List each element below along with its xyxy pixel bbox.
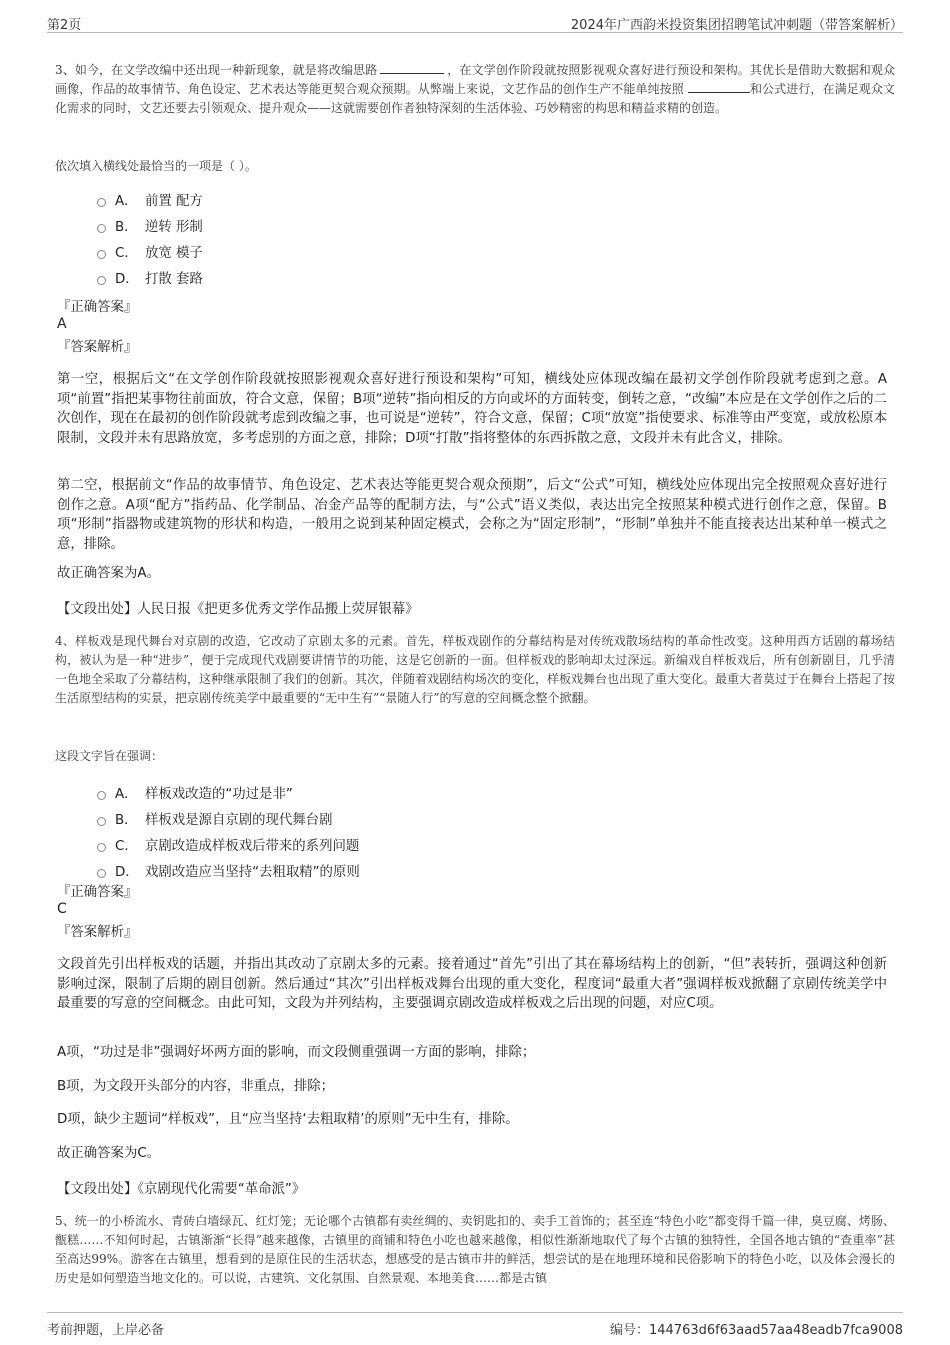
option-3c[interactable] (97, 242, 203, 261)
fill-blank-2 (688, 81, 750, 93)
analysis-paragraph: B项，为文段开头部分的内容，非重点，排除； (57, 1079, 334, 1094)
question-4-text: 4、样板戏是现代舞台对京剧的改造，它改动了京剧太多的元素。首先，样板戏剧作的分幕结构是对传统戏散场结构的革命性改变。这种用西方话剧的幕场结构，被认为是一种“进步”，便于完成现代戏剧要讲情节的功能，这是它创新的一面。但样板戏的影响却太过深远。新编戏自样板戏后，所有创新剧目，几乎清一色地全采取了分幕结构，这种继承限制了我们的创新。其次，伴随着戏剧结构场次的变化，样板戏舞台也出现了重大变化。最重大者莫过于在舞台上搭起了按生活原型结构的实景，把京剧传统美学中最重要的“无中生有”“景随人行”的写意的空间概念整个掀翻。 (55, 634, 896, 705)
analysis-label: 『答案解析』 (57, 340, 138, 355)
conclusion: 故正确答案为A。 (57, 566, 160, 581)
question-3-part-a: 3、如今，在文学改编中还出现一种新现象，就是将改编思路 (55, 63, 378, 77)
page-number: 第2页 (47, 18, 82, 33)
option-4a[interactable] (97, 783, 293, 802)
conclusion: 故正确答案为C。 (57, 1146, 161, 1161)
source-citation: 【文段出处】人民日报《把更多优秀文学作品搬上荧屏银幕》 (57, 602, 419, 617)
document-code (610, 1319, 903, 1338)
fill-blank-1 (380, 62, 444, 74)
analysis-paragraph: A项，“功过是非”强调好坏两方面的影响，而文段侧重强调一方面的影响，排除； (57, 1045, 536, 1060)
radio-icon[interactable] (97, 791, 106, 800)
answer-value: A (57, 316, 67, 332)
option-letter: B． (115, 220, 138, 235)
answer-label: 『正确答案』 (57, 300, 138, 315)
option-4b[interactable] (97, 809, 332, 828)
question-3-part-b: ，在文学创作阶段就按照影视观众喜好进行预设和架构。其优长是借助大数据和观众画像，作品的故事情节、角色设定、艺术表达等能更契合观众预期。从弊端上来说，文艺作品的创作生产不能单纯按照 (55, 63, 895, 96)
question-5-text: 5、统一的小桥流水、青砖白墙绿瓦、红灯笼；无论哪个古镇都有卖丝绸的、卖钥匙扣的、卖手工首饰的；甚至连“特色小吃”都变得千篇一律，臭豆腐、烤肠、甑糕……不知何时起，古镇渐渐“长得”越来越像，古镇里的商铺和特色小吃也越来越像，相似性渐渐地取代了每个古镇的独特性，全国各地古镇的“查重率”甚至高达99%。游客在古镇里，想看到的是原住民的生活状态，想感受的是古镇市井的鲜活，想尝试的是在地理环境和民俗影响下的特色小吃，以及体会漫长的历史是如何塑造当地文化的。可以说，古建筑、文化氛围、自然景观、本地美食……都是古镇 (55, 1214, 895, 1285)
analysis-paragraph: 第一空，根据后文“在文学创作阶段就按照影视观众喜好进行预设和架构”可知，横线处应体现改编在最初文学创作阶段就考虑到之意。A项“前置”指把某事物往前面放，符合文意，保留；B项“逆转”指向相反的方向或坏的方面转变，倒转之意，“改编”本应是在文学创作之后的二次创作，现在在最初的创作阶段就考虑到改编之事，也可说是“逆转”，符合文意，保留；C项“放宽”指使要求、标准等由严变宽，或放松原本限制，文段并未有思路放宽，多考虑别的方面之意，排除；D项“打散”指将整体的东西拆散之意，文段并未有此含义，排除。 (57, 372, 887, 446)
option-text: 前置 配方 (145, 194, 203, 209)
radio-icon[interactable] (97, 224, 106, 233)
option-letter: A． (115, 787, 138, 802)
analysis-paragraph: 第二空，根据前文“作品的故事情节、角色设定、艺术表达等能更契合观众预期”，后文“公式”可知，横线处应体现出完全按照观众喜好进行创作之意。A项“配方”指药品、化学制品、冶金产品等的配制方法，与“公式”语义类似，表达出完全按照某种模式进行创作之意，保留。B项“形制”指器物或建筑物的形状和构造，一般用之说到某种固定模式，会称之为“固定形制”，“形制”单独并不能直接表达出某种单一模式之意，排除。 (57, 478, 887, 552)
option-letter: D． (115, 865, 139, 880)
analysis-paragraph: 文段首先引出样板戏的话题，并指出其改动了京剧太多的元素。接着通过“首先”引出了其在幕场结构上的创新，“但”表转折，强调这种创新影响过深，限制了后期的剧目创新。然后通过“其次”引出样板戏舞台出现的重大变化，程度词“最重大者”强调样板戏掀翻了京剧传统美学中最重要的写意的空间概念。由此可知，文段为并列结构，主要强调京剧改造成样板戏之后出现的问题，对应C项。 (57, 957, 887, 1011)
option-text: 打散 套路 (145, 272, 203, 287)
radio-icon[interactable] (97, 843, 106, 852)
radio-icon[interactable] (97, 276, 106, 285)
option-letter: D． (115, 272, 139, 287)
option-letter: A． (115, 194, 138, 209)
question-3-prompt: 依次填入横线处最恰当的一项是（ ）。 (55, 159, 257, 173)
radio-icon[interactable] (97, 817, 106, 826)
answer-value: C (57, 901, 67, 917)
question-3-text (55, 61, 895, 118)
document-title: 2024年广西韵米投资集团招聘笔试冲刺题（带答案解析） (570, 18, 903, 33)
option-4c[interactable] (97, 835, 359, 854)
option-letter: C． (115, 246, 138, 261)
option-text: 样板戏是源自京剧的现代舞台剧 (145, 813, 333, 828)
option-text: 京剧改造成样板戏后带来的系列问题 (145, 839, 360, 854)
option-3b[interactable] (97, 216, 203, 235)
source-citation: 【文段出处】《京剧现代化需要“革命派”》 (57, 1182, 306, 1197)
option-4d[interactable] (97, 861, 360, 880)
page-footer (47, 1312, 903, 1337)
option-3d[interactable] (97, 268, 203, 287)
option-text: 戏剧改造应当坚持“去粗取精”的原则 (145, 865, 360, 880)
analysis-paragraph: D项，缺少主题词“样板戏”，且“应当坚持‘去粗取精’的原则”无中生有，排除。 (57, 1112, 519, 1127)
radio-icon[interactable] (97, 250, 106, 259)
question-4-prompt: 这段文字旨在强调： (55, 749, 164, 763)
option-text: 放宽 模子 (145, 246, 203, 261)
code-label: 编号： (610, 1323, 650, 1338)
option-text: 样板戏改造的“功过是非” (145, 787, 293, 802)
option-letter: C． (115, 839, 138, 854)
option-3a[interactable] (97, 190, 203, 209)
answer-label: 『正确答案』 (57, 885, 138, 900)
radio-icon[interactable] (97, 198, 106, 207)
analysis-label: 『答案解析』 (57, 925, 138, 940)
option-text: 逆转 形制 (145, 220, 203, 235)
page-header (47, 12, 903, 33)
code-value: 144763d6f63aad57aa48eadb7fca9008 (649, 1323, 903, 1338)
radio-icon[interactable] (97, 869, 106, 878)
footer-motto: 考前押题，上岸必备 (47, 1323, 165, 1338)
option-letter: B． (115, 813, 138, 828)
question-3-part-c: 和公式进行，在满足观众文化需求的同时，文艺还要去引领观众、提升观众——这就需要创作者独特深刻的生活体验、巧妙精密的构思和精益求精的创造。 (55, 82, 895, 115)
